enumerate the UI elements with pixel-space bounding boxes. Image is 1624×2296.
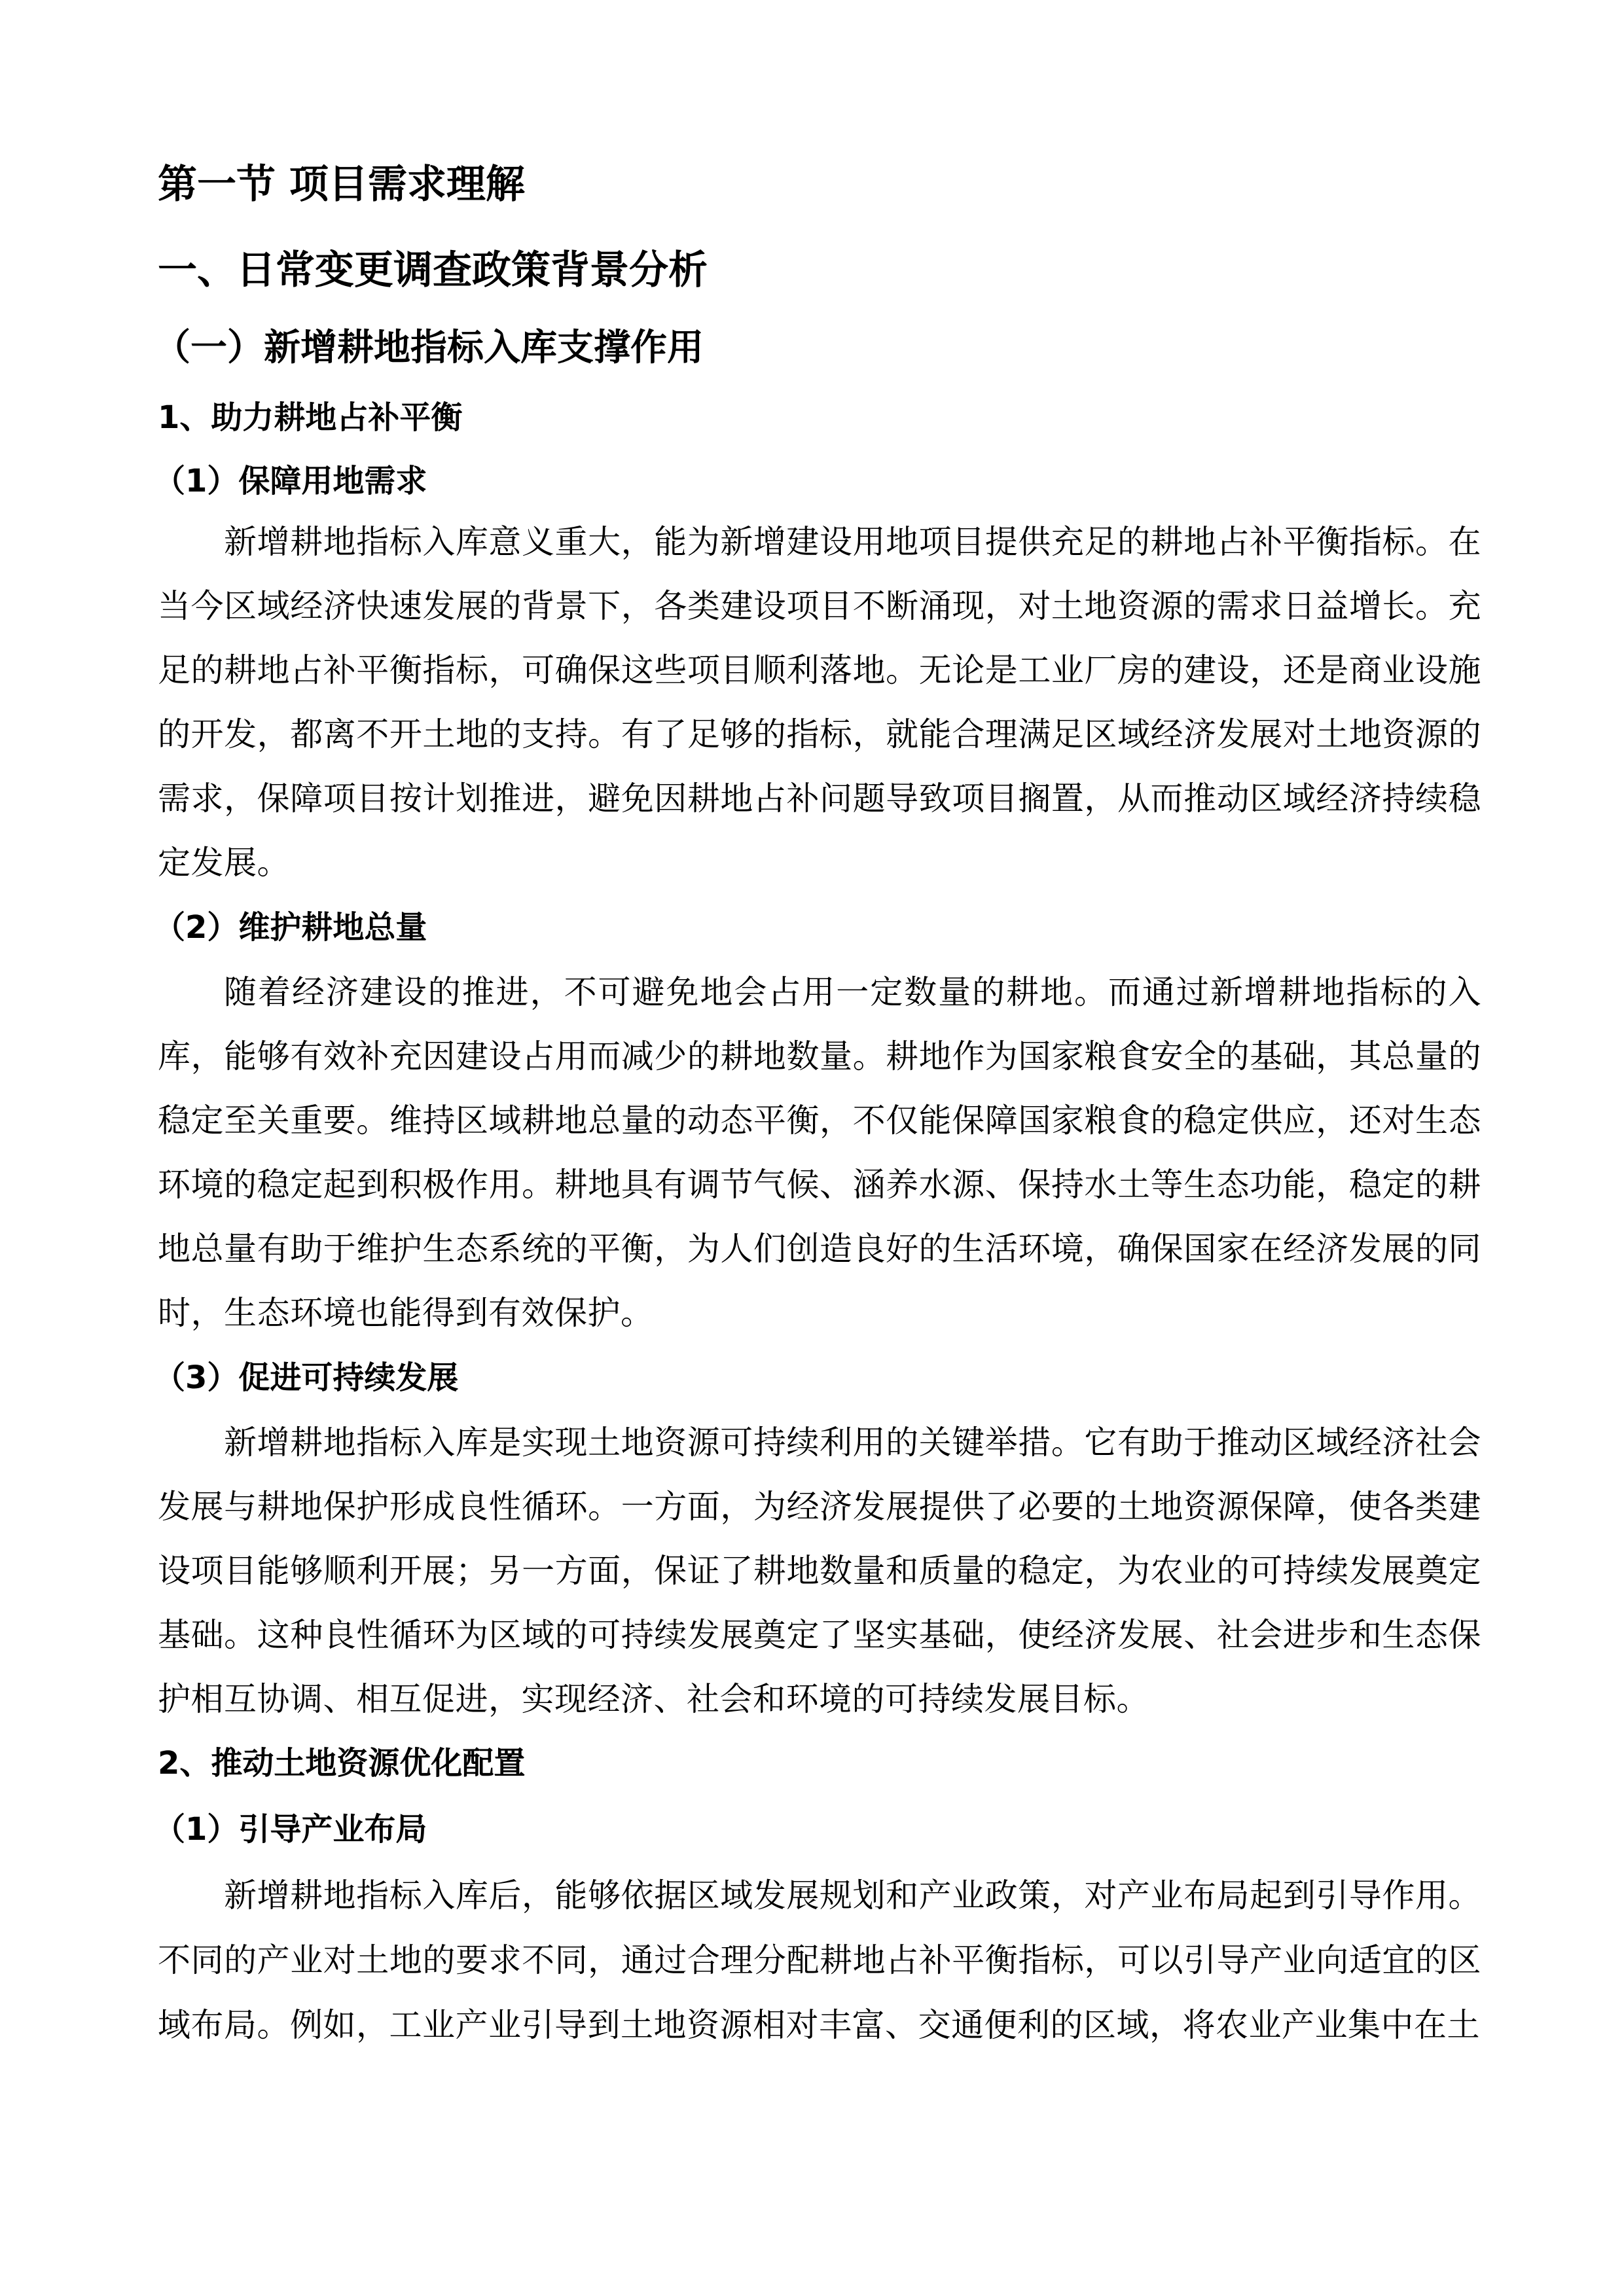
item-heading: （1）保障用地需求	[154, 463, 427, 499]
document-page	[154, 142, 1481, 2058]
paragraph: 新增耕地指标入库后，能够依据区域发展规划和产业政策，对产业布局起到引导作用。不同的产业对土地的要求不同，通过合理分配耕地占补平衡指标，可以引导产业向适宜的区域布局。例如，工业产业引导到土地资源相对丰富、交通便利的区域，将农业产业集中在土	[158, 1876, 1481, 2044]
subsection-heading: （一）新增耕地指标入库支撑作用	[154, 327, 704, 369]
paragraph: 新增耕地指标入库是实现土地资源可持续利用的关键举措。它有助于推动区域经济社会发展与耕地保护形成良性循环。一方面，为经济发展提供了必要的土地资源保障，使各类建设项目能够顺利开展；另一方面，保证了耕地数量和质量的稳定，为农业的可持续发展奠定基础。这种良性循环为区域的可持续发展奠定了坚实基础，使经济发展、社会进步和生态保护相互协调、相互促进，实现经济、社会和环境的可持续发展目标。	[158, 1424, 1481, 1718]
item-heading: （3）促进可持续发展	[154, 1359, 459, 1396]
paragraph: 新增耕地指标入库意义重大，能为新增建设用地项目提供充足的耕地占补平衡指标。在当今区域经济快速发展的背景下，各类建设项目不断涌现，对土地资源的需求日益增长。充足的耕地占补平衡指标，可确保这些项目顺利落地。无论是工业厂房的建设，还是商业设施的开发，都离不开土地的支持。有了足够的指标，就能合理满足区域经济发展对土地资源的需求，保障项目按计划推进，避免因耕地占补问题导致项目搁置，从而推动区域经济持续稳定发展。	[158, 523, 1481, 882]
topic-heading: 2、推动土地资源优化配置	[158, 1745, 526, 1782]
item-heading: （2）维护耕地总量	[154, 909, 427, 946]
chapter-heading: 一、日常变更调查政策背景分析	[158, 247, 708, 293]
section-title: 第一节 项目需求理解	[158, 162, 525, 207]
paragraph: 随着经济建设的推进，不可避免地会占用一定数量的耕地。而通过新增耕地指标的入库，能够有效补充因建设占用而减少的耕地数量。耕地作为国家粮食安全的基础，其总量的稳定至关重要。维持区域耕地总量的动态平衡，不仅能保障国家粮食的稳定供应，还对生态环境的稳定起到积极作用。耕地具有调节气候、涵养水源、保持水土等生态功能，稳定的耕地总量有助于维护生态系统的平衡，为人们创造良好的生活环境，确保国家在经济发展的同时，生态环境也能得到有效保护。	[158, 973, 1481, 1332]
item-heading: （1）引导产业布局	[154, 1811, 427, 1848]
topic-heading: 1、助力耕地占补平衡	[158, 399, 463, 436]
